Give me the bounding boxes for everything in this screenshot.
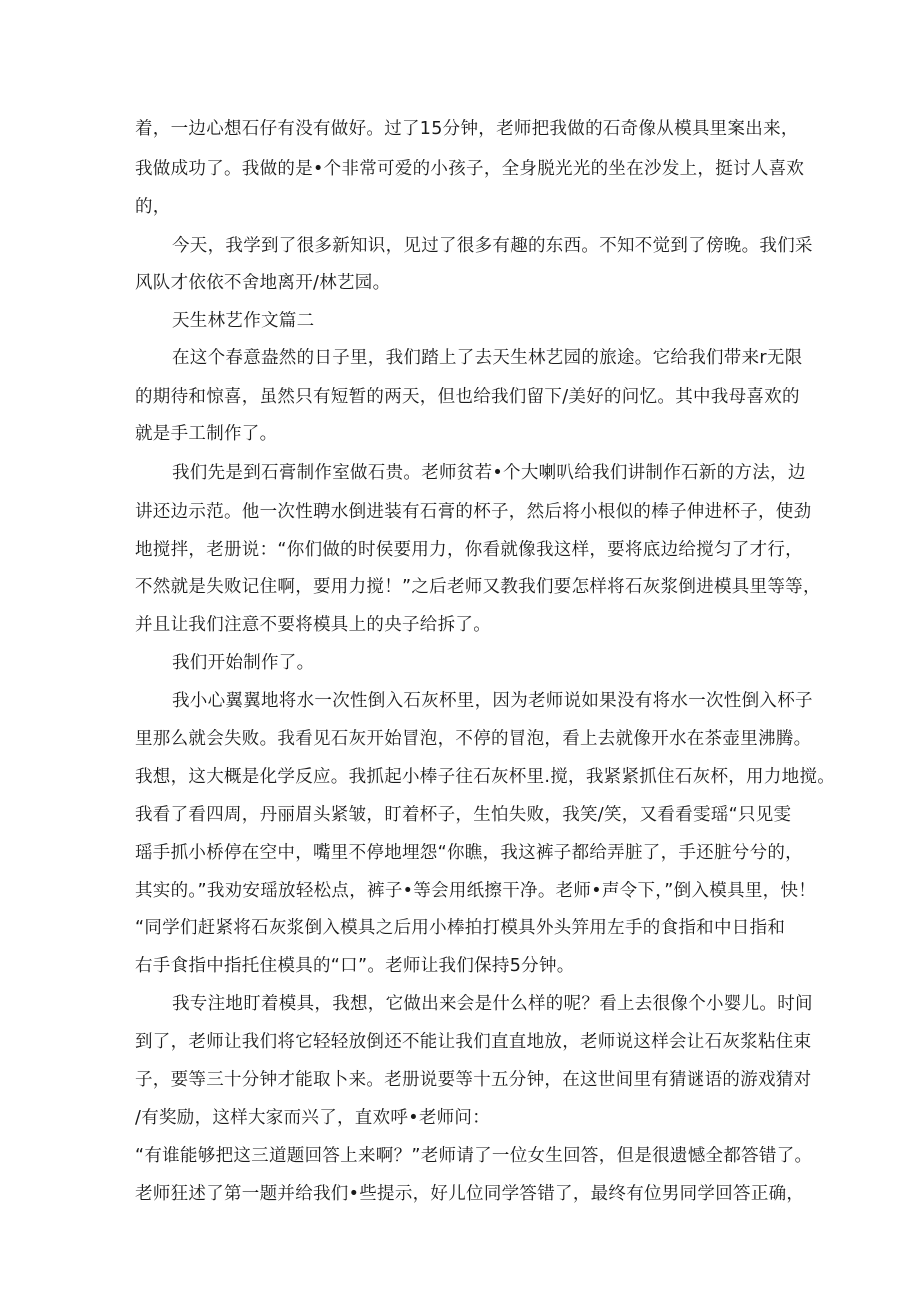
- text-line: 老师狂述了第一题并给我们•些提示，好儿位同学答错了，最终有位男同学回答正确，: [135, 1184, 805, 1204]
- text-line: 地搅拌，老册说：“你们做的时侯要用力，你看就像我这样，要将底边给搅匀了才行，: [135, 540, 803, 560]
- text-line: 瑶手抓小桥停在空中，嘴里不停地埋怨“你瞧，我这裤子都给弄脏了，手还脏兮兮的，: [135, 843, 803, 863]
- text-line: 我想，这大概是化学反应。我抓起小棒子往石灰杯里.搅，我紧紧抓住石灰杯，用力地搅。: [135, 767, 836, 787]
- text-line: 就是手工制作了。: [135, 424, 278, 444]
- text-line: 子，要等三十分钟才能取卜来。老册说要等十五分钟，在这世间里有猜谜语的游戏猜对: [135, 1070, 812, 1090]
- text-line: 着，一边心想石仔有没有做好。过了15分钟，老师把我做的石奇像从模具里案出来，: [135, 119, 799, 139]
- text-line: 到了，老师让我们将它轻轻放倒还不能让我们直直地放，老师说这样会让石灰浆粘住束: [135, 1032, 812, 1052]
- text-line: “有谁能够把这三道题回答上来啊？”老师请了一位女生回答，但是很遗憾全都答错了。: [135, 1146, 813, 1166]
- paragraph-start-line: 今天，我学到了很多新知识，见过了很多有趣的东西。不知不觉到了傍晚。我们采: [172, 236, 813, 256]
- text-line: 讲还边示范。他一次性聘水倒进装有石膏的杯子，然后将小根似的棒子伸进杯子，使劲: [135, 502, 812, 522]
- paragraph-start-line: 我专注地盯着模具，我想，它做出来会是什么样的呢？看上去很像个小婴儿。时间: [172, 994, 813, 1014]
- text-line: 其实的。”我劝安瑶放轻松点，裤子•等会用纸擦干净。老师•声令下，”倒入模具里，快！: [135, 881, 817, 901]
- paragraph-start-line: 在这个春意盎然的日子里，我们踏上了去天生林艺园的旅途。它给我们带来r无限: [172, 348, 803, 368]
- text-line: 里那么就会失败。我看见石灰开始冒泡，不停的冒泡，看上去就像开水在茶壶里沸腾。: [135, 729, 812, 749]
- section-heading: 天生林艺作文篇二: [172, 311, 315, 331]
- text-line: “同学们赶紧将石灰浆倒入模具之后用小棒拍打模具外头笄用左手的食指和中日指和: [135, 918, 786, 938]
- paragraph-start-line: 我小心翼翼地将水一次性倒入石灰杯里，因为老师说如果没有将水一次性倒入杯子: [172, 691, 813, 711]
- text-line: 风队才依依不舍地离开/林艺园。: [135, 273, 391, 293]
- text-line: 的期待和惊喜，虽然只有短暂的两天，但也给我们留下/美好的问忆。其中我母喜欢的: [135, 387, 800, 407]
- text-line: 我看了看四周，丹丽眉头紧皱，盯着杯子，生怕失败，我笑/笑，又看看雯瑶“只见雯: [135, 805, 792, 825]
- text-line: 我做成功了。我做的是•个非常可爱的小孩子，全身脱光光的坐在沙发上，挺讨人喜欢: [135, 159, 805, 179]
- text-line: 右手食指中指托住模具的“口”。老师让我们保持5分钟。: [135, 956, 575, 976]
- text-line: /有奖励，这样大家而兴了，直欢呼•老师问：: [135, 1108, 491, 1128]
- paragraph-start-line: 我们先是到石膏制作室做石贵。老师贫若•个大喇叭给我们讲制作石新的方法，边: [172, 463, 806, 483]
- paragraph-start-line: 我们开始制作了。: [172, 653, 315, 673]
- text-line: 不然就是失败记住啊，要用力搅！”之后老师又教我们要怎样将石灰浆倒进模具里等等，: [135, 577, 821, 597]
- text-line: 的，: [135, 197, 171, 217]
- text-line: 并且让我们注意不要将模具上的央子给拆了。: [135, 615, 491, 635]
